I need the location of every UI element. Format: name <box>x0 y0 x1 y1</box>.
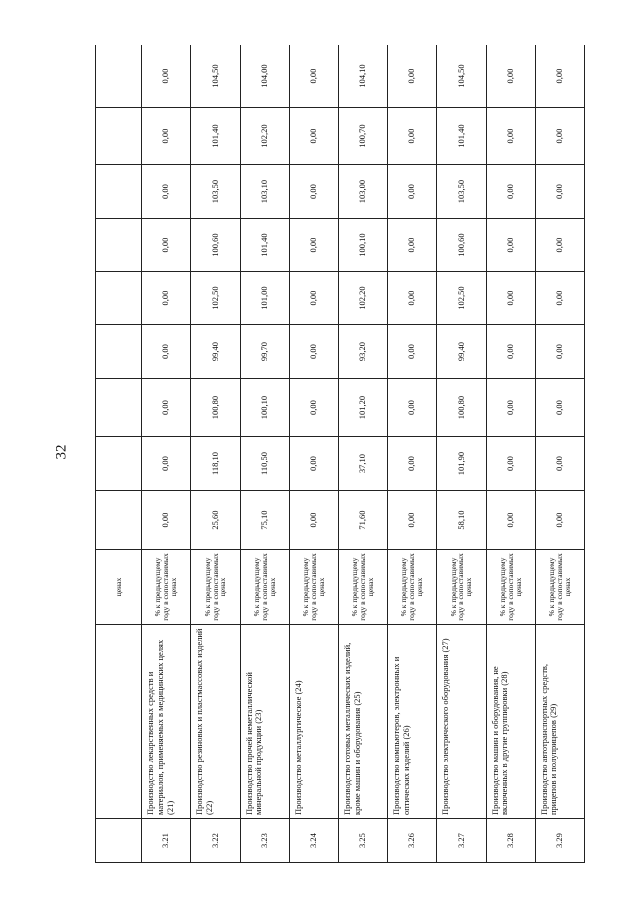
row-name: Производство прочей неметаллической минеральной продукции (23) <box>240 625 289 819</box>
row-value: 0,00 <box>388 45 437 108</box>
row-value: 100,80 <box>191 379 240 437</box>
row-value: 0,00 <box>486 437 535 491</box>
table-row <box>191 45 240 863</box>
row-value: 100,10 <box>338 219 387 272</box>
row-value: 101,20 <box>338 379 387 437</box>
row-value: 0,00 <box>388 165 437 219</box>
row-value: 0,00 <box>289 45 338 108</box>
row-code: 3.29 <box>535 819 584 863</box>
row-name: Производство компьютеров, электронных и оптических изделий (26) <box>388 625 437 819</box>
row-value: 0,00 <box>142 379 191 437</box>
row-value: 103,50 <box>191 165 240 219</box>
table-row <box>535 45 584 863</box>
row-value: 102,20 <box>338 272 387 325</box>
cell-blank <box>96 165 142 219</box>
row-value: 0,00 <box>142 219 191 272</box>
row-value: 104,50 <box>437 45 486 108</box>
row-value: 93,20 <box>338 325 387 379</box>
row-value: 25,60 <box>191 491 240 550</box>
row-unit: % к предыдущему году в сопоставимых ценах <box>486 550 535 625</box>
row-value: 100,80 <box>437 379 486 437</box>
table-row <box>437 45 486 863</box>
table-row <box>388 45 437 863</box>
row-value: 0,00 <box>486 272 535 325</box>
row-value: 0,00 <box>535 45 584 108</box>
row-value: 100,70 <box>338 108 387 165</box>
row-value: 101,40 <box>240 219 289 272</box>
table-row <box>142 45 191 863</box>
row-unit: % к предыдущему году в сопоставимых ценах <box>191 550 240 625</box>
cell-blank <box>96 272 142 325</box>
row-value: 0,00 <box>388 325 437 379</box>
row-value: 104,10 <box>338 45 387 108</box>
cell-blank <box>96 625 142 819</box>
row-value: 0,00 <box>289 108 338 165</box>
row-value: 0,00 <box>142 108 191 165</box>
row-value: 103,10 <box>240 165 289 219</box>
row-value: 0,00 <box>142 165 191 219</box>
cell-blank <box>96 379 142 437</box>
row-value: 100,60 <box>437 219 486 272</box>
row-unit: % к предыдущему году в сопоставимых ценах <box>289 550 338 625</box>
row-value: 99,40 <box>191 325 240 379</box>
row-value: 99,40 <box>437 325 486 379</box>
row-value: 102,50 <box>191 272 240 325</box>
row-value: 0,00 <box>142 437 191 491</box>
row-unit: % к предыдущему году в сопоставимых ценах <box>437 550 486 625</box>
row-unit: % к предыдущему году в сопоставимых ценах <box>388 550 437 625</box>
row-value: 0,00 <box>486 219 535 272</box>
row-code: 3.27 <box>437 819 486 863</box>
row-value: 0,00 <box>535 437 584 491</box>
row-value: 110,50 <box>240 437 289 491</box>
table-row <box>289 45 338 863</box>
row-value: 103,50 <box>437 165 486 219</box>
row-value: 0,00 <box>535 325 584 379</box>
row-value: 0,00 <box>486 491 535 550</box>
row-value: 101,40 <box>437 108 486 165</box>
table-row <box>338 45 387 863</box>
row-value: 0,00 <box>142 325 191 379</box>
row-value: 100,60 <box>191 219 240 272</box>
cell-blank <box>96 491 142 550</box>
row-value: 0,00 <box>388 219 437 272</box>
row-code: 3.25 <box>338 819 387 863</box>
row-value: 99,70 <box>240 325 289 379</box>
row-value: 0,00 <box>289 325 338 379</box>
row-value: 0,00 <box>142 272 191 325</box>
cell-blank <box>96 437 142 491</box>
row-value: 0,00 <box>289 219 338 272</box>
row-name: Производство машин и оборудования, не включенных в другие группировки (28) <box>486 625 535 819</box>
row-value: 104,00 <box>240 45 289 108</box>
row-value: 102,20 <box>240 108 289 165</box>
row-unit: % к предыдущему году в сопоставимых ценах <box>240 550 289 625</box>
row-value: 0,00 <box>388 491 437 550</box>
row-value: 101,40 <box>191 108 240 165</box>
row-value: 75,10 <box>240 491 289 550</box>
cell-blank <box>96 325 142 379</box>
row-value: 0,00 <box>486 45 535 108</box>
row-value: 100,10 <box>240 379 289 437</box>
row-value: 37,10 <box>338 437 387 491</box>
row-value: 0,00 <box>388 379 437 437</box>
row-code: 3.22 <box>191 819 240 863</box>
row-value: 0,00 <box>486 325 535 379</box>
row-value: 0,00 <box>388 108 437 165</box>
row-code: 3.28 <box>486 819 535 863</box>
row-value: 0,00 <box>289 165 338 219</box>
indicators-table <box>95 45 585 863</box>
row-value: 0,00 <box>486 108 535 165</box>
row-value: 0,00 <box>388 272 437 325</box>
row-value: 0,00 <box>486 379 535 437</box>
row-value: 0,00 <box>142 45 191 108</box>
row-unit: % к предыдущему году в сопоставимых ценах <box>535 550 584 625</box>
row-value: 101,00 <box>240 272 289 325</box>
table-container <box>95 45 585 863</box>
rotated-table <box>95 45 585 863</box>
row-unit: % к предыдущему году в сопоставимых ценах <box>142 550 191 625</box>
row-code: 3.21 <box>142 819 191 863</box>
row-value: 0,00 <box>535 219 584 272</box>
row-value: 0,00 <box>289 379 338 437</box>
row-value: 58,10 <box>437 491 486 550</box>
row-value: 0,00 <box>535 491 584 550</box>
cell-blank <box>96 819 142 863</box>
cell-blank <box>96 219 142 272</box>
row-name: Производство металлургическое (24) <box>289 625 338 819</box>
cell-blank <box>96 45 142 108</box>
table-top-row <box>96 45 142 863</box>
row-value: 104,50 <box>191 45 240 108</box>
row-value: 0,00 <box>535 165 584 219</box>
row-value: 0,00 <box>388 437 437 491</box>
row-value: 0,00 <box>289 491 338 550</box>
row-name: Производство резиновых и пластмассовых изделий (22) <box>191 625 240 819</box>
row-unit: % к предыдущему году в сопоставимых ценах <box>338 550 387 625</box>
row-name: Производство готовых металлических изделий, кроме машин и оборудования (25) <box>338 625 387 819</box>
row-value: 103,00 <box>338 165 387 219</box>
cell-blank <box>96 108 142 165</box>
row-value: 102,50 <box>437 272 486 325</box>
row-value: 0,00 <box>289 272 338 325</box>
row-value: 71,60 <box>338 491 387 550</box>
row-value: 101,90 <box>437 437 486 491</box>
row-code: 3.26 <box>388 819 437 863</box>
row-value: 0,00 <box>486 165 535 219</box>
row-name: Производство лекарственных средств и материалов, применяемых в медицинских целях (21) <box>142 625 191 819</box>
row-value: 0,00 <box>289 437 338 491</box>
row-value: 0,00 <box>142 491 191 550</box>
row-value: 0,00 <box>535 379 584 437</box>
row-name: Производство электрического оборудования (27) <box>437 625 486 819</box>
row-name: Производство автотранспортных средств, прицепов и полуприцепов (29) <box>535 625 584 819</box>
row-value: 0,00 <box>535 108 584 165</box>
row-code: 3.23 <box>240 819 289 863</box>
unit-fragment: ценах <box>96 550 142 625</box>
table-row <box>240 45 289 863</box>
row-code: 3.24 <box>289 819 338 863</box>
page-number: 32 <box>53 444 70 460</box>
table-row <box>486 45 535 863</box>
row-value: 0,00 <box>535 272 584 325</box>
row-value: 118,10 <box>191 437 240 491</box>
